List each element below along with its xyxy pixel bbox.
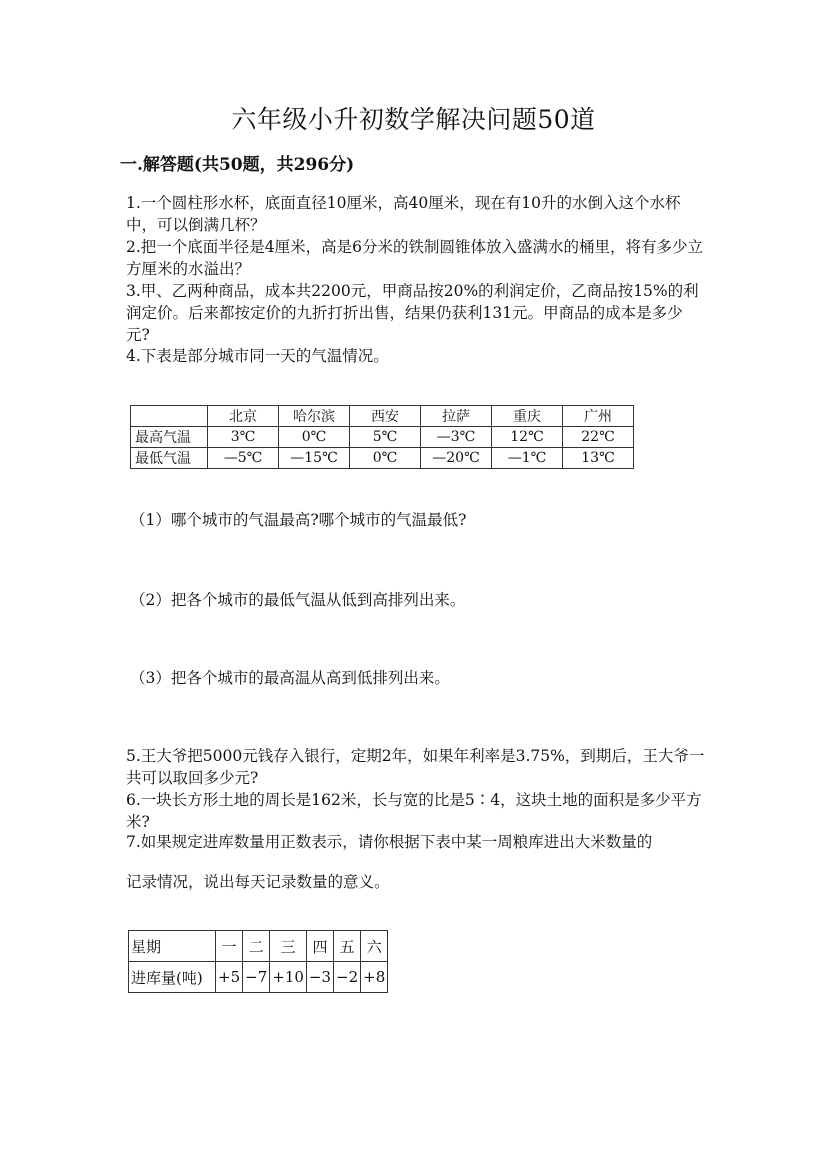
table-header-row	[131, 406, 634, 427]
table-cell: 三	[270, 931, 307, 962]
table-cell: 二	[243, 931, 270, 962]
table-cell: 0℃	[279, 427, 350, 448]
table-cell: +5	[216, 962, 243, 993]
table-cell	[131, 406, 208, 427]
question-5: 5.王大爷把5000元钱存入银行，定期2年，如果年利率是3.75%，到期后，王大爷一共可以取回多少元?	[126, 747, 705, 787]
table-cell: —20℃	[421, 448, 492, 469]
table-cell: −3	[306, 962, 333, 993]
table-row	[131, 448, 634, 469]
table-row	[131, 427, 634, 448]
table-header-row	[129, 931, 388, 962]
table-cell: 哈尔滨	[279, 406, 350, 427]
question-6: 6.一块长方形土地的周长是162米，长与宽的比是5∶4，这块土地的面积是多少平方米?	[126, 791, 702, 831]
table-cell: 进库量(吨)	[129, 962, 216, 993]
question-7-line-2: 记录情况，说出每天记录数量的意义。	[126, 873, 390, 891]
question-3: 3.甲、乙两种商品，成本共2200元，甲商品按20%的利润定价，乙商品按15%的利润定价。后来都按定价的九折打折出售，结果仍获利131元。甲商品的成本是多少元?	[126, 282, 699, 344]
table-cell: 四	[306, 931, 333, 962]
table-cell: 广州	[563, 406, 634, 427]
table-cell: 星期	[129, 931, 216, 962]
table-cell: 西安	[350, 406, 421, 427]
table-cell: 最高气温	[131, 427, 208, 448]
table-cell: +10	[270, 962, 307, 993]
question-1: 1.一个圆柱形水杯，底面直径10厘米，高40厘米，现在有10升的水倒入这个水杯中，可以倒满几杯？	[126, 194, 681, 234]
table-cell: 北京	[208, 406, 279, 427]
table-cell: 一	[216, 931, 243, 962]
table-cell: +8	[361, 962, 388, 993]
table-cell: 六	[361, 931, 388, 962]
table-cell: 拉萨	[421, 406, 492, 427]
table-cell: —1℃	[492, 448, 563, 469]
table-cell: −7	[243, 962, 270, 993]
table-cell: —15℃	[279, 448, 350, 469]
table-cell: −2	[334, 962, 361, 993]
section-heading: 一.解答题(共50题，共296分)	[120, 155, 355, 175]
stock-table	[128, 930, 388, 993]
table-cell: —5℃	[208, 448, 279, 469]
table-cell: —3℃	[421, 427, 492, 448]
subquestion-3: （3）把各个城市的最高温从高到低排列出来。	[130, 669, 450, 687]
table-cell: 12℃	[492, 427, 563, 448]
table-cell: 五	[334, 931, 361, 962]
table-cell: 3℃	[208, 427, 279, 448]
table-cell: 13℃	[563, 448, 634, 469]
table-cell: 22℃	[563, 427, 634, 448]
table-cell: 0℃	[350, 448, 421, 469]
page-title: 六年级小升初数学解决问题50道	[231, 105, 596, 134]
table-cell: 5℃	[350, 427, 421, 448]
table-cell: 重庆	[492, 406, 563, 427]
subquestion-1: （1）哪个城市的气温最高?哪个城市的气温最低?	[130, 511, 467, 529]
question-2: 2.把一个底面半径是4厘米，高是6分米的铁制圆锥体放入盛满水的桶里，将有多少立方厘米的水溢出？	[126, 238, 704, 278]
table-row	[129, 962, 388, 993]
subquestion-2: （2）把各个城市的最低气温从低到高排列出来。	[130, 591, 466, 609]
question-4: 4.下表是部分城市同一天的气温情况。	[126, 347, 389, 365]
temperature-table	[130, 405, 634, 469]
question-7-line-1: 7.如果规定进库数量用正数表示，请你根据下表中某一周粮库进出大米数量的	[126, 833, 653, 851]
table-cell: 最低气温	[131, 448, 208, 469]
